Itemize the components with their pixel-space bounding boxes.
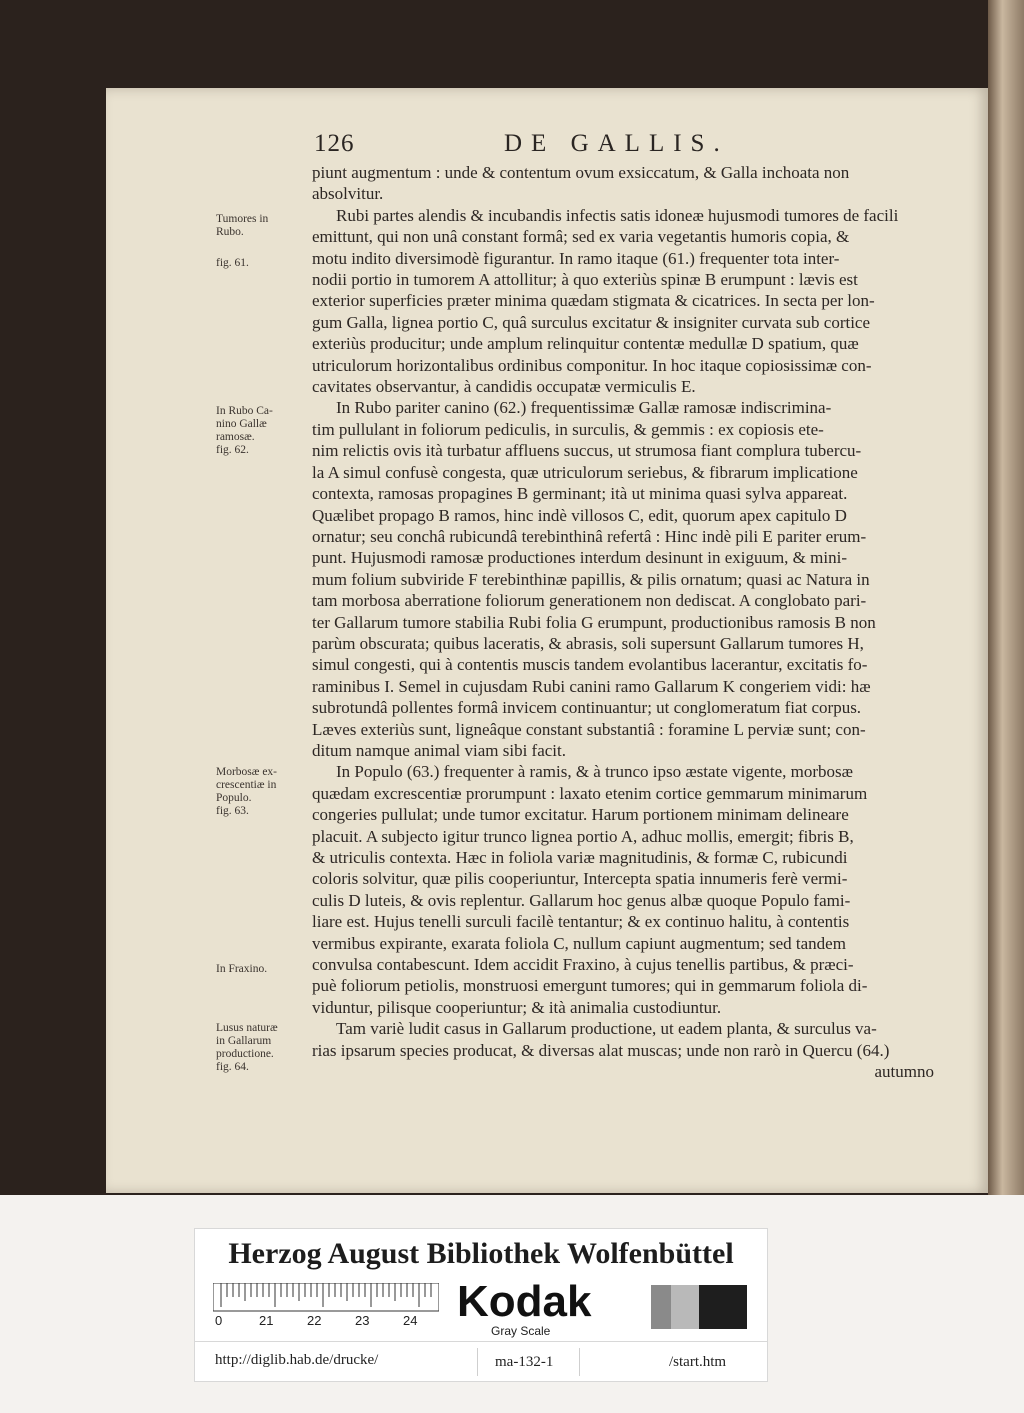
text-line: coloris solvitur, quæ pilis cooperiuntur, Intercepta spatia innumeris ferè vermi- (312, 869, 848, 889)
text-line: tam morbosa aberratione foliorum generationem non dediscat. A conglobato pari- (312, 591, 867, 611)
text-line: Rubi partes alendis & incubandis infectis satis idoneæ hujusmodi tumores de facili (336, 205, 899, 225)
card-info-row (195, 1341, 767, 1382)
start-link: /start.htm (669, 1354, 727, 1370)
ruler-tick-label: 24 (403, 1313, 418, 1327)
text-line: contexta, ramosas propagines B germinant; ità ut minima quasi sylva appareat. (312, 484, 848, 504)
text-line: nim relictis ovis ità turbatur affluens succus, ut strumosa fiant complura tubercu- (312, 441, 862, 461)
color-target-card (194, 1228, 768, 1382)
text-line: simul congesti, qui à contentis muscis tandem evolantibus lacerantur, excitatis fo- (312, 655, 868, 675)
text-line: cavitates observantur, à candidis occupatæ vermiculis E. (312, 377, 696, 397)
text-line: ornatur; seu conchâ rubicundâ terebinthinâ refertâ : Hinc indè pili E pariter erum- (312, 526, 867, 546)
text-line: la A simul confusè congesta, quæ utriculorum seriebus, & fibrarum implicatione (312, 462, 858, 482)
divider (579, 1348, 580, 1376)
gray-swatch-dark (699, 1285, 747, 1329)
text-line: parùm obscurata; quibus laceratis, & abrasis, soli supersunt Gallarum tumores H, (312, 633, 864, 653)
text-line: ter Gallarum tumore stabilia Rubi folia G erumpunt, productionibus ramosis B non (312, 612, 876, 632)
text-line: culis D luteis, & ovis replentur. Gallarum hoc genus albæ quoque Populo fami- (312, 890, 851, 910)
body-text (312, 162, 934, 1082)
text-line: In Rubo pariter canino (62.) frequentissimæ Gallæ ramosæ indiscrimina- (336, 398, 832, 418)
text-line: utriculorum horizontalibus ordinibus componitur. In hoc itaque copiosissimæ con- (312, 355, 872, 375)
text-line: exteriùs producitur; unde amplum relinquitur contentæ medullæ D spatium, quæ (312, 334, 859, 354)
text-line: Quælibet propago B ramos, hinc indè villosos C, edit, quorum apex capitulo D (312, 505, 847, 525)
page-header (308, 124, 928, 164)
shelfmark: ma-132-1 (495, 1354, 554, 1370)
text-line: ditum namque animal viam sibi facit. (312, 740, 566, 760)
text-line: puè foliorum petiolis, monstruosi emergunt tumores; qui in gemmarum foliola di- (312, 976, 868, 996)
margin-note-populo: Morbosæ ex- crescentiæ in Populo. fig. 63. (216, 766, 278, 817)
ruler (213, 1283, 439, 1327)
text-line: quædam excrescentiæ prorumpunt : laxato etenim cortice gemmarum minimarum (312, 783, 868, 803)
text-line: raminibus I. Semel in cujusdam Rubi canini ramo Gallarum K congeriem vidi: hæ (312, 676, 871, 696)
text-line: emittunt, qui non unâ constant formâ; sed ex varia vegetantis humoris copia, & (312, 227, 850, 247)
margin-note-fig61: fig. 61. (216, 257, 249, 269)
text-line: gum Galla, lignea portio C, quâ surculus excitatur & insigniter curvata sub cortice (312, 312, 871, 332)
text-line: Læves exteriùs sunt, ligneâque constant substantiâ : foramine L perviæ sunt; con- (312, 719, 866, 739)
text-line: convulsa contabescunt. Idem accidit Fraxino, à cujus tenellis partibus, & præci- (312, 955, 854, 975)
page-number: 126 (314, 130, 355, 157)
library-name: Herzog August Bibliothek Wolfenbüttel (228, 1237, 734, 1270)
text-line: rias ipsarum species producat, & diversas alat muscas; unde non rarò in Quercu (64.) (312, 1040, 890, 1060)
margin-note-rubo-canino: In Rubo Ca- nino Gallæ ramosæ. fig. 62. (216, 405, 273, 456)
ruler-tick-label: 21 (259, 1313, 274, 1327)
text-line: liare est. Hujus tenelli surculi facilè tentantur; & ex continuo halitu, à contentis (312, 912, 850, 932)
text-line: nodii portio in tumorem A attollitur; à quo exteriùs spinæ B erumpunt : lævis est (312, 270, 858, 290)
ruler-tick-label: 22 (307, 1313, 322, 1327)
text-line: absolvitur. (312, 184, 384, 204)
margin-note-lusus: Lusus naturæ in Gallarum productione. fig. 64. (216, 1022, 278, 1073)
margin-note-fraxino: In Fraxino. (216, 963, 268, 975)
text-line: In Populo (63.) frequenter à ramis, & à trunco ipso æstate vigente, morbosæ (336, 762, 853, 782)
margin-note-tumores: Tumores in Rubo. (216, 213, 269, 238)
text-line: congeries pullulat; unde tumor excitatur. Harum portionem minimam delineare (312, 805, 849, 825)
facing-page-edge (988, 0, 1024, 1195)
text-line: Tam variè ludit casus in Gallarum productione, ut eadem planta, & surculus va- (336, 1019, 877, 1039)
text-line: placuit. A subjecto igitur trunco lignea portio A, adhuc mollis, emergit; fibris B, (312, 826, 854, 846)
text-line: vermibus expirante, exarata foliola C, nullum capiunt augmentum; sed tandem (312, 933, 846, 953)
running-title: DE GALLIS. (504, 130, 729, 157)
source-url: http://diglib.hab.de/drucke/ (215, 1352, 379, 1368)
text-line: subrotundâ pollentes formâ invicem continuantur; ut conglomeratum fiat corpus. (312, 698, 862, 718)
ruler-tick-label: 0 (215, 1313, 223, 1327)
text-line: & utriculis contexta. Hæc in foliola variæ magnitudinis, & formæ C, rubicundi (312, 848, 848, 867)
catchword: autumno (874, 1062, 934, 1082)
text-line: mum folium subviride F terebinthinæ papillis, & pilis ornatum; quasi ac Natura in (312, 569, 870, 589)
text-line: punt. Hujusmodi ramosæ productiones interdum desinunt in exiguum, & mini- (312, 548, 847, 568)
text-line: motu indito diversimodè figurantur. In ramo itaque (61.) frequenter tota inter- (312, 248, 840, 268)
text-line: piunt augmentum : unde & contentum ovum exsiccatum, & Galla inchoata non (312, 163, 850, 182)
text-line: tim pullulant in foliorum pediculis, in surculis, & gemmis : ex copiosis ete- (312, 419, 824, 439)
ruler-tick-label: 23 (355, 1313, 370, 1327)
kodak-logo: Kodak (457, 1277, 592, 1326)
gray-scale-label: Gray Scale (491, 1324, 551, 1338)
text-line: viduntur, pilisque cooperiuntur; & ità animalia custodiuntur. (312, 997, 722, 1017)
text-line: exterior superficies præter minima quædam stigmata & cicatrices. In secta per lon- (312, 291, 875, 311)
gray-swatch-mid (651, 1285, 671, 1329)
divider (477, 1348, 478, 1376)
